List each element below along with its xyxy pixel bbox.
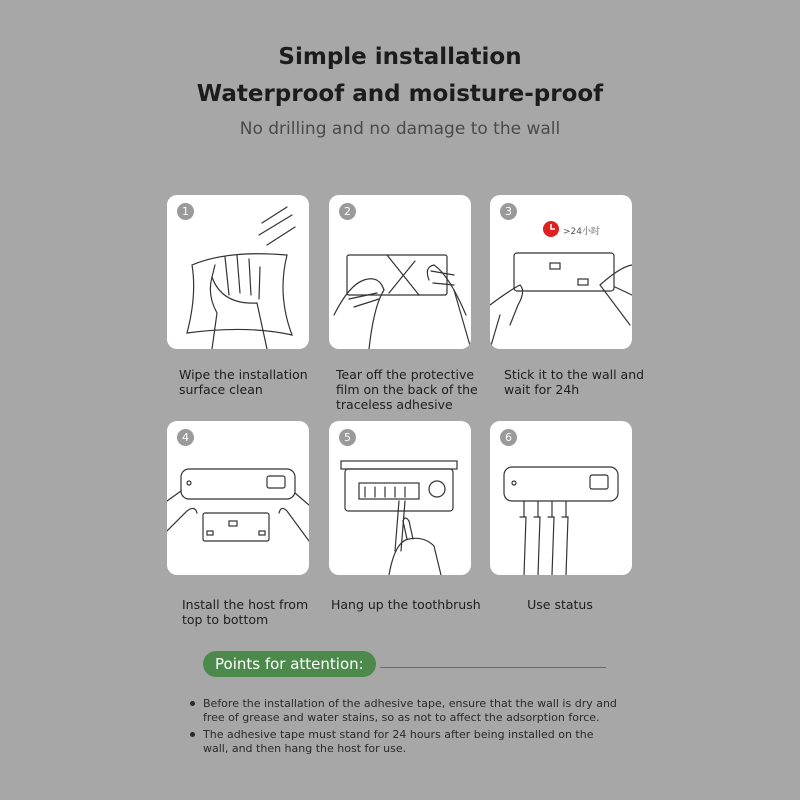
- wait-time-label: >24小时: [563, 227, 600, 237]
- step-caption-3: Stick it to the wall and wait for 24h: [504, 367, 645, 397]
- attention-heading: Points for attention:: [203, 651, 376, 677]
- attention-notes: [188, 697, 618, 759]
- step-number-6: 6: [500, 429, 517, 446]
- page-title: Simple installation: [278, 44, 522, 70]
- step-caption-4: Install the host from top to bottom: [182, 597, 309, 627]
- step-number-2: 2: [339, 203, 356, 220]
- step-caption-1: Wipe the installation surface clean: [179, 367, 308, 397]
- bullet-icon: [190, 732, 195, 737]
- step-caption-6: Use status: [527, 597, 593, 612]
- step-card-1: [167, 195, 309, 349]
- attention-note: [188, 697, 618, 725]
- page-tagline: No drilling and no damage to the wall: [239, 119, 561, 139]
- attention-note: [188, 728, 618, 756]
- attention-note-text: The adhesive tape must stand for 24 hours after being installed on the wall, and then hang the host for use.: [203, 728, 594, 755]
- step-caption-2: Tear off the protective film on the back of the traceless adhesive: [336, 367, 478, 412]
- step-number-5: 5: [339, 429, 356, 446]
- step-number-1: 1: [177, 203, 194, 220]
- page-subtitle-bold: Waterproof and moisture-proof: [196, 81, 604, 107]
- step-number-3: 3: [500, 203, 517, 220]
- attention-divider: [380, 667, 606, 668]
- bullet-icon: [190, 701, 195, 706]
- step-card-2: [329, 195, 471, 349]
- step-card-5: [329, 421, 471, 575]
- step-number-4: 4: [177, 429, 194, 446]
- attention-note-text: Before the installation of the adhesive tape, ensure that the wall is dry and free of grease and water stains, so as not to affect the adsorption force.: [203, 697, 617, 724]
- step-card-4: [167, 421, 309, 575]
- step-caption-5: Hang up the toothbrush: [331, 597, 481, 612]
- step-card-3: [490, 195, 632, 349]
- step-card-6: [490, 421, 632, 575]
